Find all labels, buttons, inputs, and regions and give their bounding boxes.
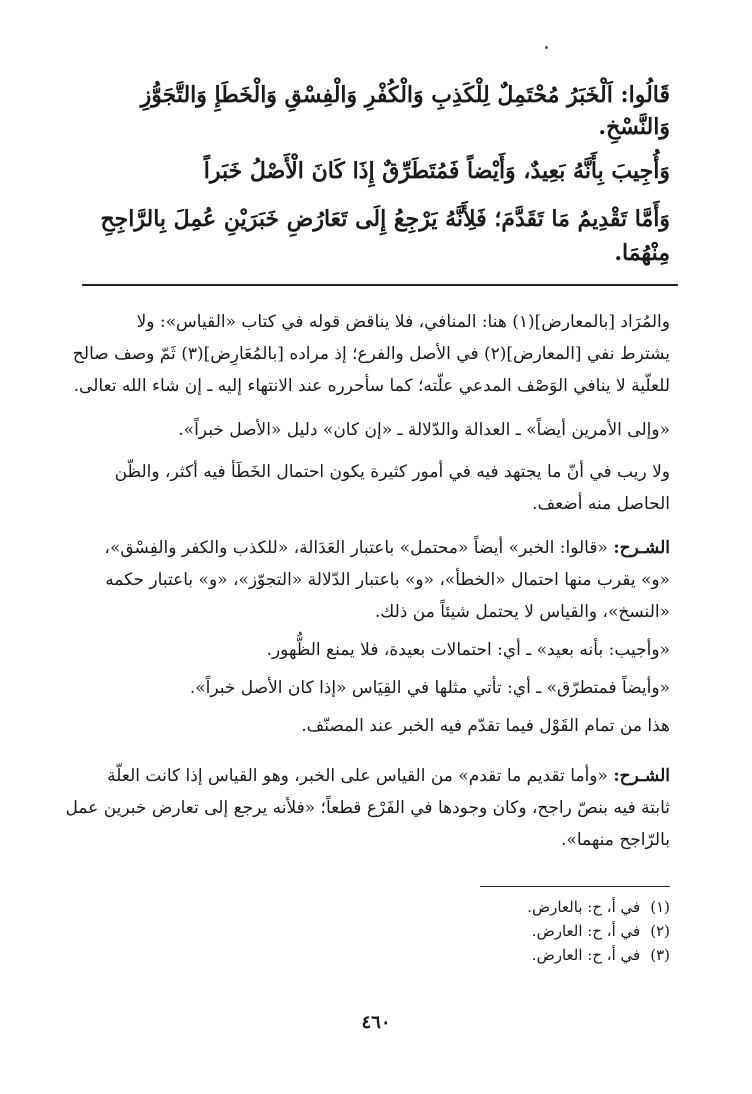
matn-line-5: مِنْهُمَا. bbox=[614, 240, 670, 266]
sharh-p1-line-3: للعلّية لا ينافي الوَصْف المدعي علّته؛ كما سأحرره عند الانتهاء إليه ـ إن شاء الله تعالى. bbox=[73, 376, 670, 396]
footnote-3 bbox=[370, 946, 670, 964]
sharh-p4-line-1 bbox=[60, 538, 670, 558]
sharh-p4-line-2: «و» يقرب منها احتمال «الخطأ»، «و» باعتبار الدّلالة «التجوّز»، «و» باعتبار حكمه bbox=[105, 570, 670, 590]
sharh-heading: الشـرح: bbox=[613, 766, 670, 786]
sharh-p6: «وأيضاً فمتطرّق» ـ أي: تأتي مثلها في القِيَاس «إذا كان الأصل خبراً». bbox=[189, 678, 670, 698]
sharh-p3-line-1: ولا ريب في أنّ ما يجتهد فيه في أمور كثيرة يكون احتمال الخَطَأ فيه أكثر، والظّن bbox=[114, 462, 670, 482]
footnote-text: في أ، ح: العارض. bbox=[531, 946, 641, 964]
print-speck bbox=[545, 46, 548, 49]
section-divider bbox=[82, 284, 678, 286]
footnote-2 bbox=[370, 922, 670, 940]
sharh-p3-line-2: الحاصل منه أضعف. bbox=[532, 494, 670, 514]
sharh-p7: هذا من تمام القَوْل فيما تقدّم فيه الخبر عند المصنّف. bbox=[301, 716, 670, 736]
matn-line-1: قَالُوا: اَلْخَبَرُ مُحْتَمِلٌ لِلْكَذِبِ وَالْكُفْرِ وَالْفِسْقِ وَالْخَطَإِ وَالتَّجَوُّزِ bbox=[140, 82, 670, 108]
footnote-number: (٣) bbox=[650, 946, 670, 964]
footnote-divider bbox=[480, 886, 670, 887]
page-number: ٤٦٠ bbox=[361, 1012, 391, 1033]
sharh-p8-line-3: بالرّاجح منهما». bbox=[561, 830, 670, 850]
sharh-p4-line-1-text: «قالوا: الخبر» أيضاً «محتمل» باعتبار العَدَالة، «للكذب والكفر والفِسْق»، bbox=[104, 538, 614, 558]
footnote-text: في أ، ح: بالعارض. bbox=[527, 898, 641, 916]
sharh-p2: «وإلى الأمرين أيضاً» ـ العدالة والدّلالة ـ «إن كان» دليل «الأصل خبراً». bbox=[178, 420, 670, 440]
sharh-p8-line-1 bbox=[60, 766, 670, 786]
matn-line-4: وَأَمَّا تَقْدِيمُ مَا تَقَدَّمَ؛ فَلِأَنَّهُ يَرْجِعُ إِلَى تَعَارُضِ خَبَرَيْنِ عُمِلَ بِالرَّاجِحِ bbox=[100, 206, 670, 232]
sharh-p5: «وأجيب: بأنه بعيد» ـ أي: احتمالات بعيدة، فلا يمنع الظُّهور. bbox=[266, 640, 670, 660]
sharh-p1-line-1: والمُرَاد [بالمعارض](١) هنا: المنافي، فلا يناقض قوله في كتاب «القياس»: ولا bbox=[136, 312, 670, 332]
sharh-heading: الشـرح: bbox=[613, 538, 670, 558]
footnote-number: (١) bbox=[650, 898, 670, 916]
footnote-1 bbox=[370, 898, 670, 916]
matn-line-2: وَالنَّسْخِ. bbox=[598, 114, 670, 140]
sharh-p8-line-2: ثابتة فيه بنصّ راجح، وكان وجودها في الفَرْع قطعاً؛ «فلأنه يرجع إلى تعارض خبرين عمل bbox=[65, 798, 670, 818]
footnote-number: (٢) bbox=[650, 922, 670, 940]
sharh-p8-line-1-text: «وأما تقديم ما تقدم» من القياس على الخبر، وهو القياس إذا كانت العلّة bbox=[107, 766, 614, 786]
sharh-p1-line-2: يشترط نفي [المعارض](٢) في الأصل والفرع؛ إذ مراده [بالمُعَارِض](٣) ثَمّ وصف صالح bbox=[72, 344, 670, 364]
matn-line-3: وَأُجِيبَ بِأَنَّهُ بَعِيدٌ، وَأَيْضاً فَمُتَطَرِّقٌ إِذَا كَانَ الْأَصْلُ خَبَراً bbox=[203, 158, 670, 184]
footnote-text: في أ، ح: العارض. bbox=[531, 922, 641, 940]
sharh-p4-line-3: «النسخ»، والقياس لا يحتمل شيئاً من ذلك. bbox=[374, 602, 670, 622]
